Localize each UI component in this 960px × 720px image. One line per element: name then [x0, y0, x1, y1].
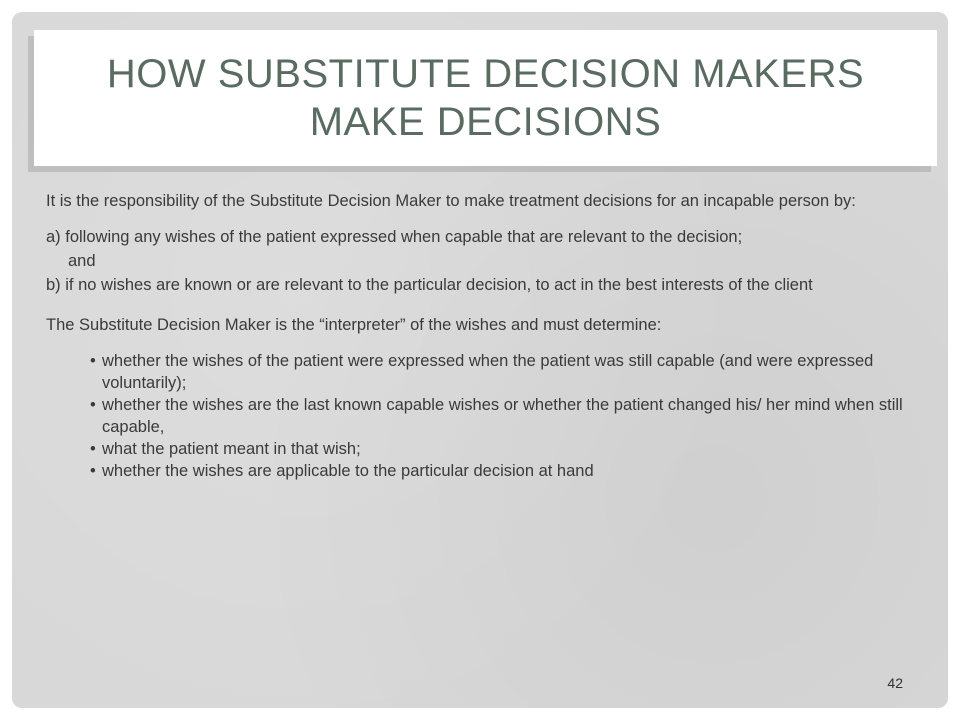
bullet-text: whether the wishes are applicable to the particular decision at hand — [102, 462, 594, 480]
slide — [12, 12, 948, 708]
bullet-list — [46, 350, 916, 482]
bullet-text: whether the wishes are the last known capable wishes or whether the patient changed his/ her mind when still capable, — [102, 396, 903, 436]
title-box — [34, 30, 937, 166]
bullet-text: what the patient meant in that wish; — [102, 440, 361, 458]
slide-title — [107, 50, 864, 146]
page-number: 42 — [887, 675, 903, 691]
interpreter-paragraph: The Substitute Decision Maker is the “interpreter” of the wishes and must determine: — [46, 316, 662, 334]
item-and: and — [68, 252, 96, 270]
bullet-item — [90, 438, 916, 460]
slide-body — [46, 190, 916, 482]
title-line-2: MAKE DECISIONS — [309, 100, 662, 144]
item-b: b) if no wishes are known or are relevant to the particular decision, to act in the best interests of the client — [46, 276, 813, 294]
bullet-icon: • — [90, 396, 96, 414]
bullet-item — [90, 350, 916, 394]
bullet-item — [90, 460, 916, 482]
title-line-1: HOW SUBSTITUTE DECISION MAKERS — [106, 52, 865, 96]
bullet-item — [90, 394, 916, 438]
bullet-icon: • — [90, 462, 96, 480]
bullet-icon: • — [90, 440, 96, 458]
intro-paragraph: It is the responsibility of the Substitute Decision Maker to make treatment decisions for an incapable person by: — [46, 192, 856, 210]
item-a: a) following any wishes of the patient expressed when capable that are relevant to the decision; — [46, 228, 743, 246]
bullet-text: whether the wishes of the patient were expressed when the patient was still capable (and were expressed voluntarily); — [102, 352, 874, 392]
bullet-icon: • — [90, 352, 96, 370]
